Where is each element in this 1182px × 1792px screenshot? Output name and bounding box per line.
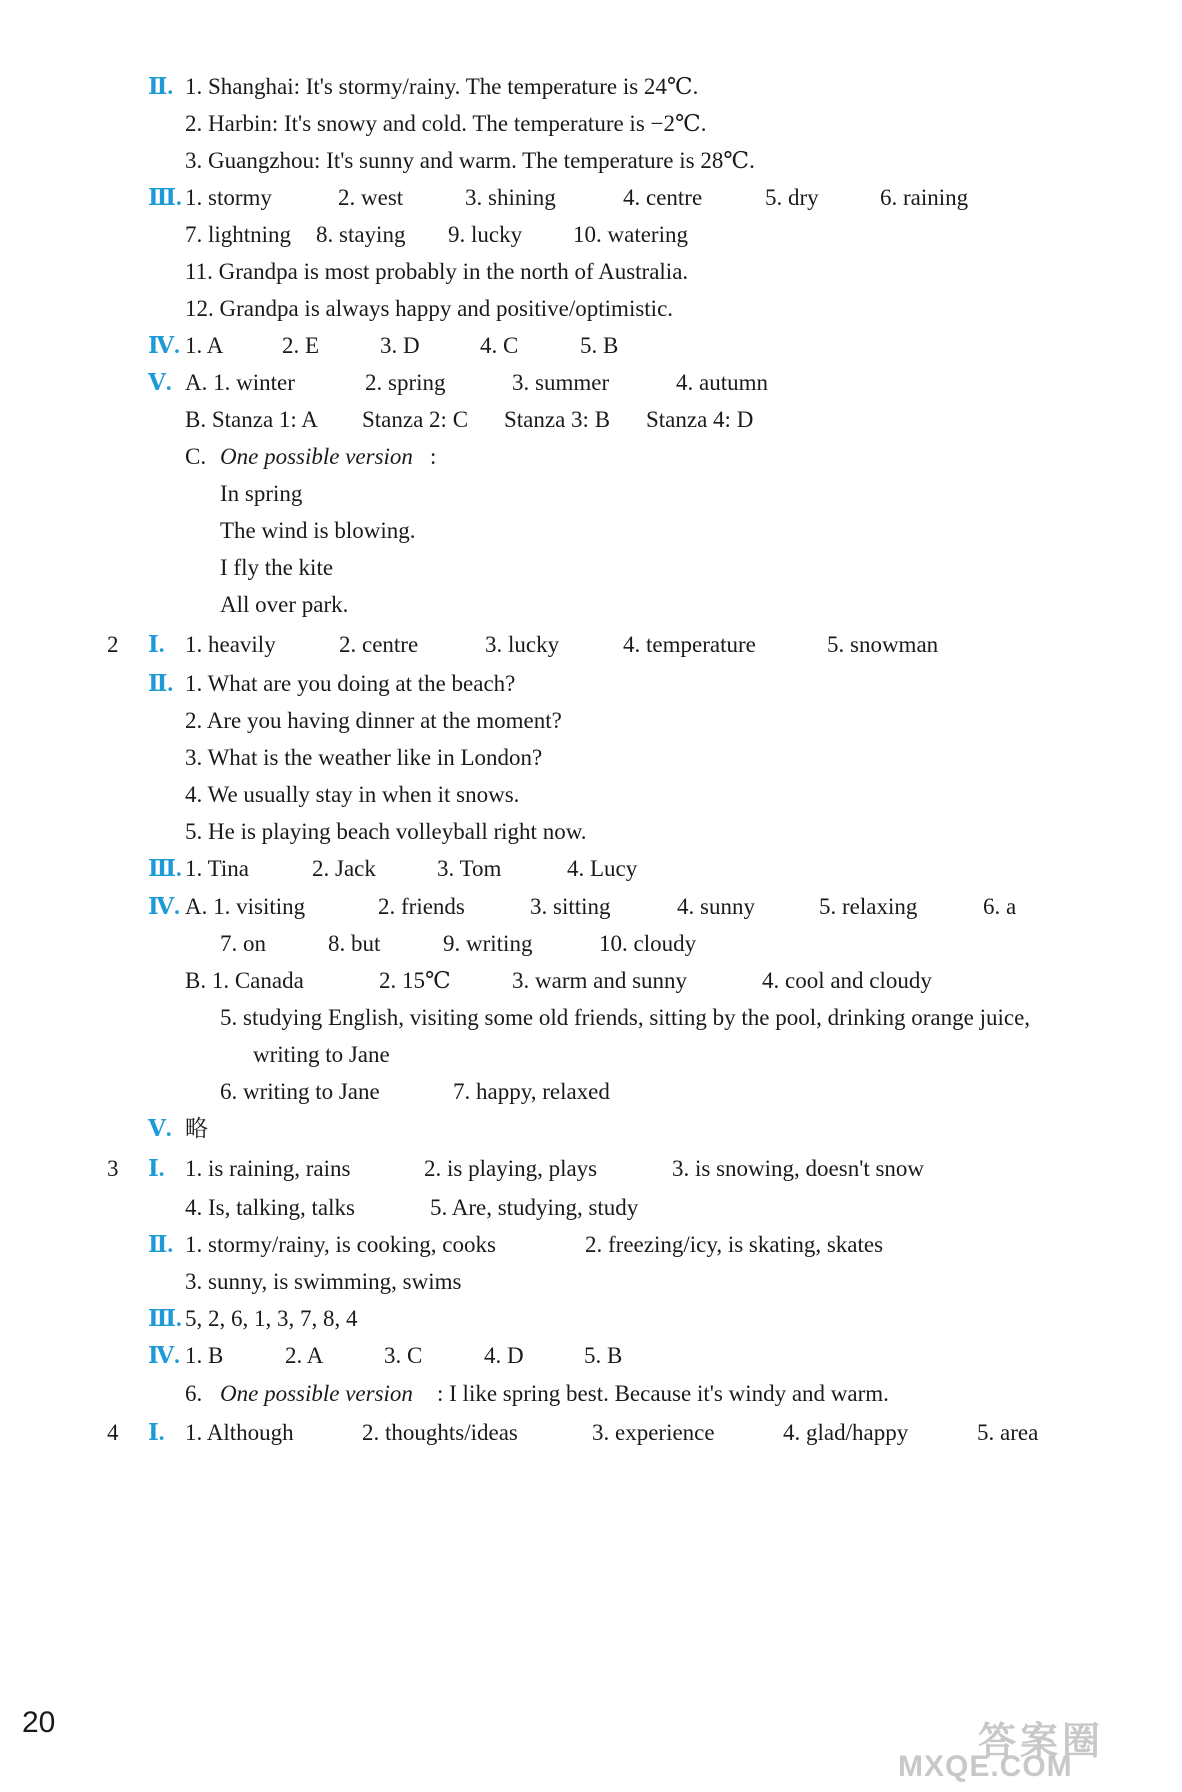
section-numeral: Ⅳ.: [148, 1343, 180, 1368]
answer-text: 6.: [185, 1381, 203, 1406]
answer-text: I fly the kite: [220, 555, 334, 580]
answer-text: 5. snowman: [827, 632, 939, 657]
answer-text: A. 1. winter: [185, 370, 295, 395]
answer-text: 2. Are you having dinner at the moment?: [185, 708, 562, 733]
section-numeral: Ⅰ.: [148, 1156, 165, 1181]
unit-number: 3: [107, 1156, 119, 1181]
answer-text: 4. We usually stay in when it snows.: [185, 782, 520, 807]
section-numeral: Ⅰ.: [148, 1420, 165, 1445]
section-numeral: Ⅴ.: [148, 370, 172, 395]
answer-text: 1. stormy/rainy, is cooking, cooks: [185, 1232, 496, 1257]
answer-text: 2. Jack: [312, 856, 376, 881]
answer-text: 3. is snowing, doesn't snow: [672, 1156, 925, 1181]
answer-text: 10. cloudy: [599, 931, 697, 956]
answer-text: 2. E: [282, 333, 320, 358]
unit-number: 4: [107, 1420, 119, 1445]
answer-text: 2. 15℃: [379, 968, 451, 993]
answer-text: 5. He is playing beach volleyball right now.: [185, 819, 587, 844]
answer-text: 3. Tom: [437, 856, 502, 881]
answer-text: 2. spring: [365, 370, 446, 395]
answer-text: 2. A: [285, 1343, 324, 1368]
answer-text: Stanza 2: C: [362, 407, 469, 432]
answer-text: 4. Lucy: [567, 856, 638, 881]
answer-text: 3. What is the weather like in London?: [185, 745, 543, 770]
answer-text: 4. C: [480, 333, 519, 358]
answer-text: 1. is raining, rains: [185, 1156, 351, 1181]
answer-text: 12. Grandpa is always happy and positive/optimistic.: [185, 296, 674, 321]
answer-text: 6. raining: [880, 185, 969, 210]
answer-text: writing to Jane: [253, 1042, 390, 1067]
section-numeral: Ⅳ.: [148, 894, 180, 919]
answer-text: In spring: [220, 481, 303, 506]
answer-text: 1. A: [185, 333, 224, 358]
answer-text: 3. shining: [465, 185, 556, 210]
answer-text: 3. C: [384, 1343, 423, 1368]
answer-text: 6. writing to Jane: [220, 1079, 380, 1104]
answer-text: 4. D: [484, 1343, 524, 1368]
answer-text: The wind is blowing.: [220, 518, 416, 543]
answer-text: 5. relaxing: [819, 894, 918, 919]
answer-text: 8. but: [328, 931, 381, 956]
answer-text: 4. sunny: [677, 894, 755, 919]
answer-text: 3. lucky: [485, 632, 560, 657]
answer-text: 1. What are you doing at the beach?: [185, 671, 516, 696]
answer-text: 10. watering: [573, 222, 688, 247]
answer-text: 4. autumn: [676, 370, 768, 395]
section-numeral: Ⅲ.: [148, 185, 182, 210]
answer-text: 7. lightning: [185, 222, 292, 247]
answer-text: All over park.: [220, 592, 349, 617]
answer-text: 略: [185, 1116, 208, 1141]
answer-text: 4. centre: [623, 185, 703, 210]
answer-text: 9. writing: [443, 931, 533, 956]
answer-text: 9. lucky: [448, 222, 523, 247]
answer-text: 2. freezing/icy, is skating, skates: [585, 1232, 884, 1257]
section-numeral: Ⅴ.: [148, 1116, 172, 1141]
answer-text: 5. B: [584, 1343, 623, 1368]
answer-text: 2. is playing, plays: [424, 1156, 598, 1181]
answer-text: 2. Harbin: It's snowy and cold. The temperature is −2℃.: [185, 111, 707, 136]
answer-text: 2. thoughts/ideas: [362, 1420, 518, 1445]
watermark-text-top: 答案圈: [978, 1719, 1105, 1763]
answer-text: 5. area: [977, 1420, 1039, 1445]
answer-text: 3. sunny, is swimming, swims: [185, 1269, 462, 1294]
answer-text: C.: [185, 444, 207, 469]
watermark-logo: [898, 1710, 1168, 1784]
answer-text: 7. happy, relaxed: [453, 1079, 610, 1104]
section-numeral: Ⅱ.: [148, 74, 174, 99]
answer-text: 5. studying English, visiting some old friends, sitting by the pool, drinking orange juice,: [220, 1005, 1031, 1030]
section-numeral: Ⅱ.: [148, 1232, 174, 1257]
answer-text: Stanza 4: D: [646, 407, 754, 432]
answer-text: 1. Tina: [185, 856, 249, 881]
answer-text: 3. summer: [512, 370, 610, 395]
section-numeral: Ⅳ.: [148, 333, 180, 358]
section-numeral: Ⅱ.: [148, 671, 174, 696]
answer-text: 3. Guangzhou: It's sunny and warm. The temperature is 28℃.: [185, 148, 755, 173]
answer-text: 3. sitting: [530, 894, 611, 919]
answer-text: 3. D: [380, 333, 420, 358]
answer-text: 2. centre: [339, 632, 419, 657]
unit-number: 2: [107, 632, 119, 657]
section-numeral: Ⅲ.: [148, 856, 182, 881]
answer-text: Stanza 3: B: [504, 407, 611, 432]
answer-text: 1. heavily: [185, 632, 276, 657]
answer-text: One possible version: [220, 444, 413, 469]
answer-text: 5. B: [580, 333, 619, 358]
answer-text: 3. warm and sunny: [512, 968, 688, 993]
answer-text: 5, 2, 6, 1, 3, 7, 8, 4: [185, 1306, 358, 1331]
answer-text: 2. west: [338, 185, 404, 210]
answer-text: 4. cool and cloudy: [762, 968, 932, 993]
section-numeral: Ⅰ.: [148, 632, 165, 657]
answer-text: :: [430, 444, 437, 469]
answer-text: 8. staying: [316, 222, 406, 247]
answer-text: B. 1. Canada: [185, 968, 304, 993]
answer-text: 1. stormy: [185, 185, 272, 210]
answer-text: 5. Are, studying, study: [430, 1195, 639, 1220]
answer-text: 6. a: [983, 894, 1017, 919]
section-numeral: Ⅲ.: [148, 1306, 182, 1331]
answer-text: 1. Although: [185, 1420, 294, 1445]
answer-text: One possible version: [220, 1381, 413, 1406]
answer-text: 4. glad/happy: [783, 1420, 909, 1445]
answer-text: : I like spring best. Because it's windy and warm.: [437, 1381, 889, 1406]
answer-text: 11. Grandpa is most probably in the north of Australia.: [185, 259, 689, 284]
answer-text: 1. B: [185, 1343, 224, 1368]
answer-text: 5. dry: [765, 185, 819, 210]
answer-text: 3. experience: [592, 1420, 715, 1445]
answer-text: 4. temperature: [623, 632, 756, 657]
watermark-text-bottom: MXQE.COM: [898, 1750, 1073, 1783]
answer-text: 2. friends: [378, 894, 465, 919]
answer-text: 7. on: [220, 931, 266, 956]
answer-text: 4. Is, talking, talks: [185, 1195, 355, 1220]
answer-text: A. 1. visiting: [185, 894, 306, 919]
page-number: 20: [22, 1706, 56, 1739]
answer-text: 1. Shanghai: It's stormy/rainy. The temperature is 24℃.: [185, 74, 699, 99]
answer-text: B. Stanza 1: A: [185, 407, 318, 432]
